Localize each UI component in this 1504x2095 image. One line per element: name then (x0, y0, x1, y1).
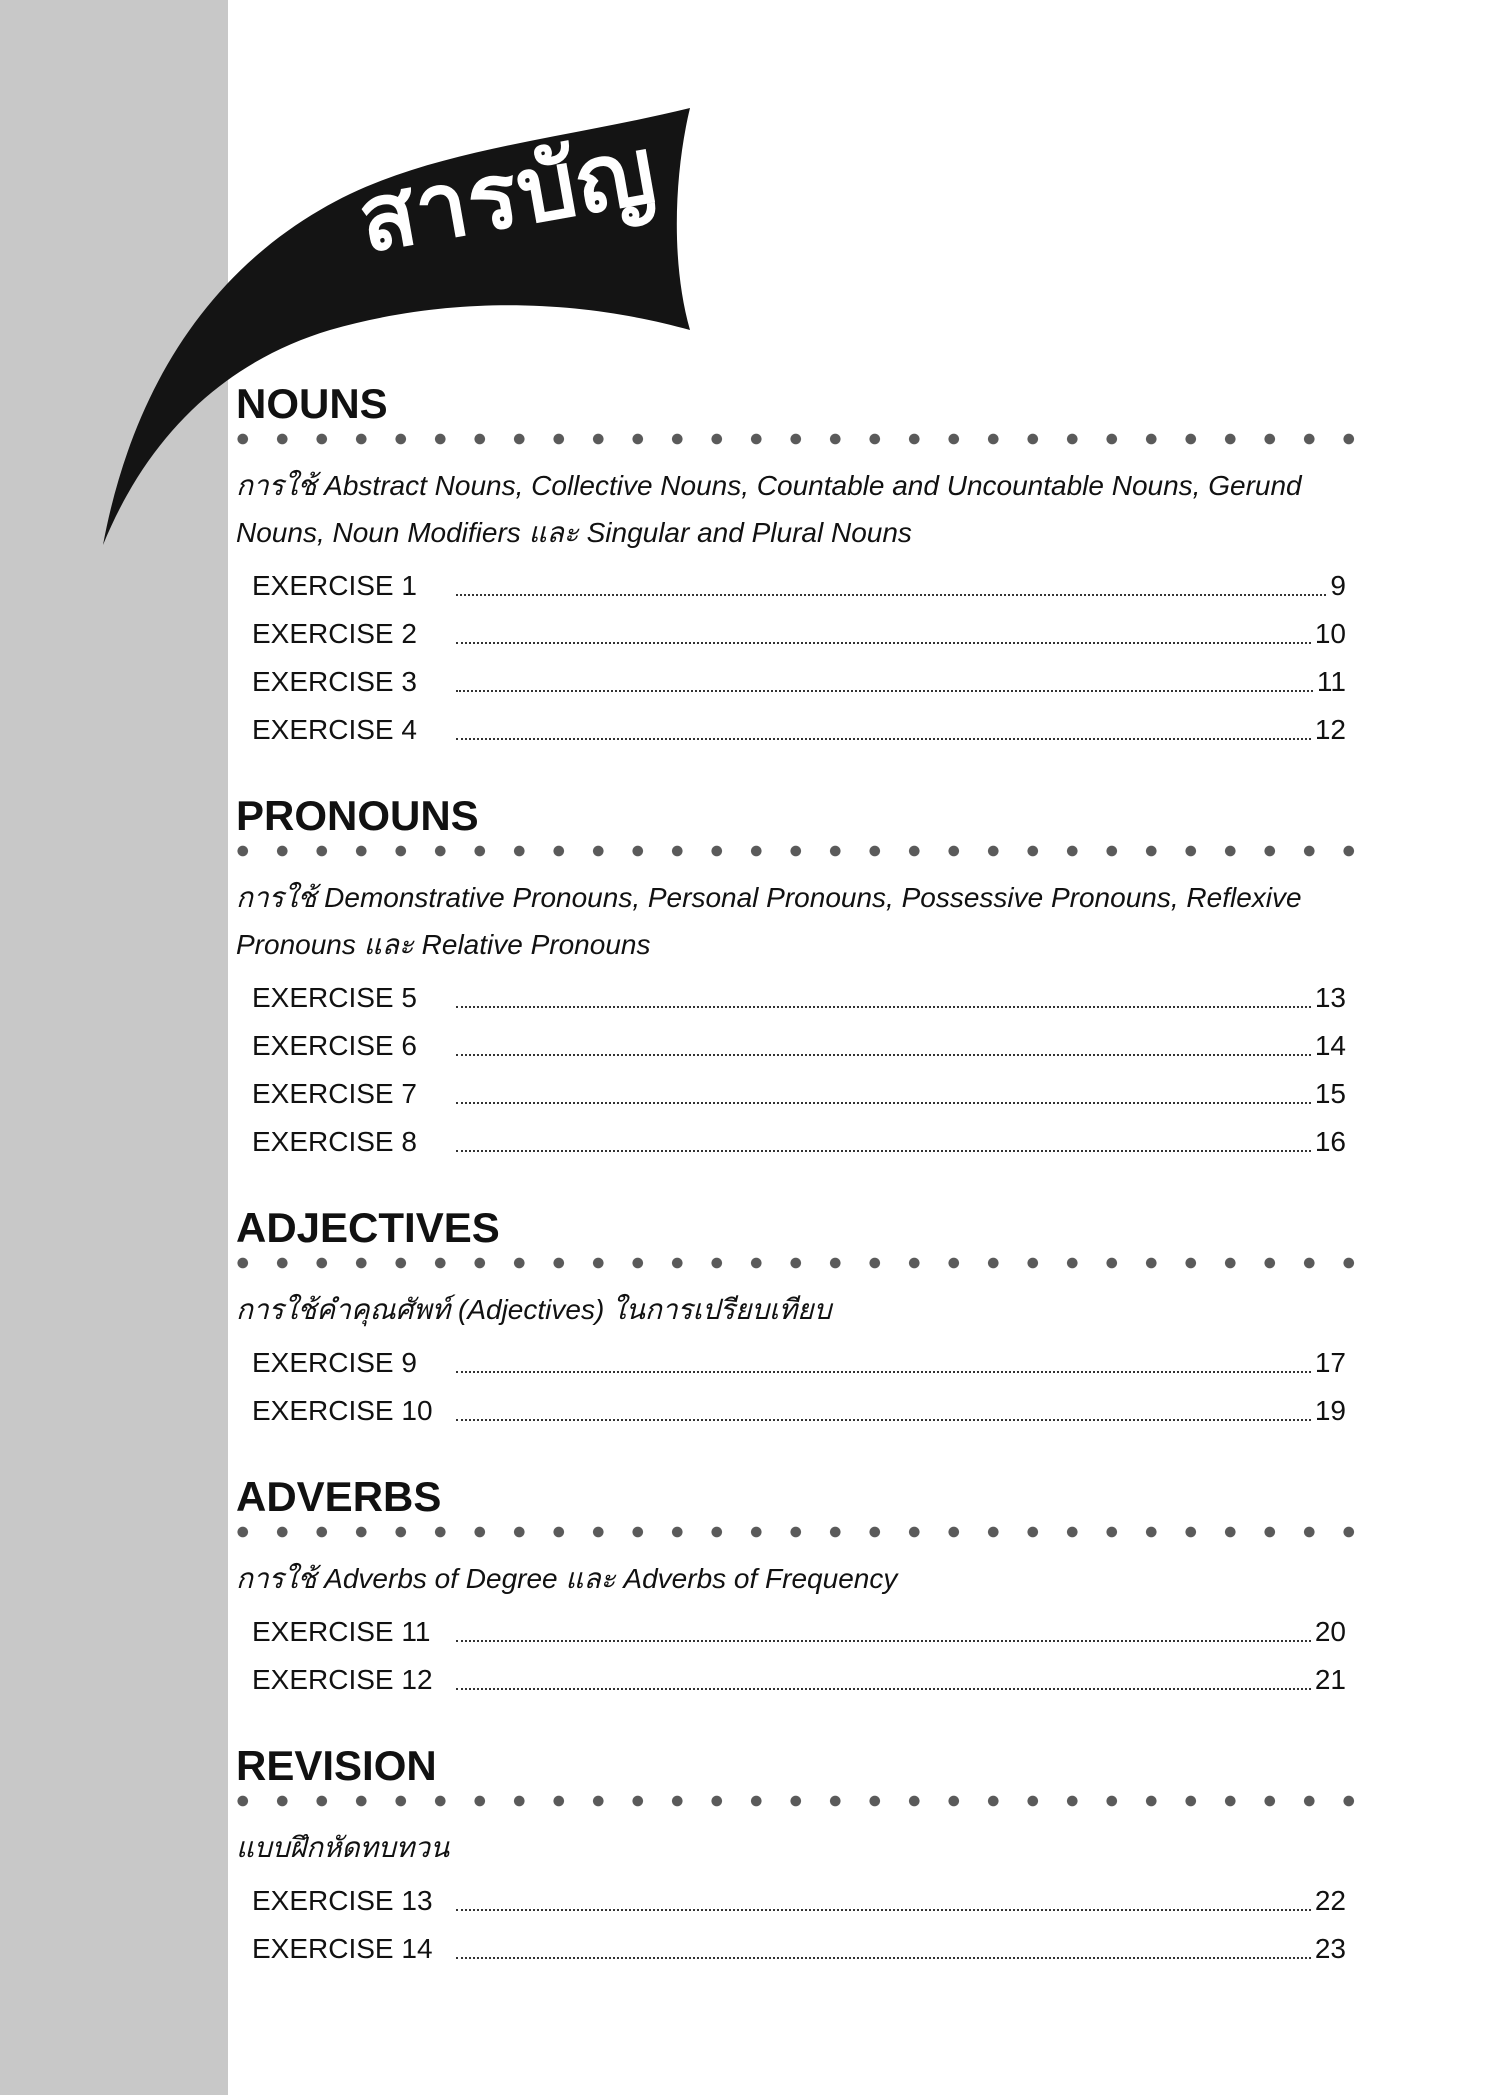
table-of-contents (236, 380, 1356, 1973)
dot-leader (456, 1908, 1311, 1911)
toc-entry-page: 10 (1314, 618, 1346, 649)
toc-entry-page: 14 (1314, 1030, 1346, 1061)
section-title: ADJECTIVES (236, 1204, 500, 1251)
toc-entry[interactable] (236, 1877, 1346, 1925)
dotted-divider (236, 1256, 1364, 1270)
section-description: การใช้ Abstract Nouns, Collective Nouns, Countable and Uncountable Nouns, Gerund Nouns, Noun Modifiers และ Singular and Plural Nouns (236, 470, 1302, 548)
toc-entry-page: 21 (1314, 1664, 1346, 1695)
dot-leader (456, 1053, 1311, 1056)
section-title: NOUNS (236, 380, 388, 427)
toc-entry[interactable] (236, 1387, 1346, 1435)
toc-entry[interactable] (236, 1070, 1346, 1118)
toc-entry-label: EXERCISE 8 (252, 1126, 417, 1157)
toc-entry-label: EXERCISE 10 (252, 1395, 433, 1426)
dot-leader (456, 1149, 1311, 1152)
toc-entry-label: EXERCISE 3 (252, 666, 417, 697)
toc-entry[interactable] (236, 610, 1346, 658)
toc-entry-page: 20 (1314, 1616, 1346, 1647)
dot-leader (456, 641, 1311, 644)
toc-entry-label: EXERCISE 2 (252, 618, 417, 649)
section-description: แบบฝึกหัดทบทวน (236, 1832, 450, 1863)
toc-entry-label: EXERCISE 12 (252, 1664, 433, 1695)
toc-entry[interactable] (236, 1608, 1346, 1656)
toc-entry-label: EXERCISE 6 (252, 1030, 417, 1061)
dot-leader (456, 593, 1326, 596)
dot-leader (456, 1005, 1311, 1008)
toc-entry-page: 16 (1314, 1126, 1346, 1157)
dot-leader (456, 1639, 1311, 1642)
dot-leader (456, 737, 1311, 740)
dot-leader (456, 1418, 1311, 1421)
toc-entry-page: 12 (1314, 714, 1346, 745)
toc-entry-page: 11 (1316, 666, 1346, 697)
toc-entry[interactable] (236, 1925, 1346, 1973)
toc-entry[interactable] (236, 1656, 1346, 1704)
toc-section-pronouns (236, 792, 1356, 1166)
section-title: PRONOUNS (236, 792, 479, 839)
dotted-divider (236, 844, 1364, 858)
toc-entry[interactable] (236, 562, 1346, 610)
toc-section-nouns (236, 380, 1356, 754)
dot-leader (456, 1687, 1311, 1690)
toc-entry[interactable] (236, 706, 1346, 754)
toc-entry-page: 17 (1314, 1347, 1346, 1378)
toc-entry-page: 13 (1314, 982, 1346, 1013)
toc-entry-label: EXERCISE 13 (252, 1885, 433, 1916)
dot-leader (456, 1101, 1311, 1104)
section-description: การใช้ Demonstrative Pronouns, Personal Pronouns, Possessive Pronouns, Reflexive Pronouns และ Relative Pronouns (236, 882, 1302, 960)
section-description: การใช้ Adverbs of Degree และ Adverbs of Frequency (236, 1563, 898, 1594)
toc-entry[interactable] (236, 1118, 1346, 1166)
toc-section-adjectives (236, 1204, 1356, 1435)
toc-entry-label: EXERCISE 9 (252, 1347, 417, 1378)
toc-entry-page: 19 (1314, 1395, 1346, 1426)
toc-entry[interactable] (236, 1339, 1346, 1387)
toc-entry-label: EXERCISE 4 (252, 714, 417, 745)
page-title: สารบัญ (350, 116, 664, 274)
dot-leader (456, 689, 1313, 692)
section-title: ADVERBS (236, 1473, 442, 1520)
dotted-divider (236, 1525, 1364, 1539)
dot-leader (456, 1956, 1311, 1959)
toc-entry-page: 22 (1314, 1885, 1346, 1916)
toc-entry[interactable] (236, 658, 1346, 706)
toc-section-adverbs (236, 1473, 1356, 1704)
section-description: การใช้คำคุณศัพท์ (Adjectives) ในการเปรียบเทียบ (236, 1294, 832, 1325)
toc-entry-page: 23 (1314, 1933, 1346, 1964)
toc-entry-page: 9 (1330, 570, 1346, 601)
dot-leader (456, 1370, 1311, 1373)
dotted-divider (236, 432, 1364, 446)
dotted-divider (236, 1794, 1364, 1808)
section-title: REVISION (236, 1742, 437, 1789)
toc-entry-label: EXERCISE 5 (252, 982, 417, 1013)
toc-section-revision (236, 1742, 1356, 1973)
toc-entry[interactable] (236, 974, 1346, 1022)
toc-entry[interactable] (236, 1022, 1346, 1070)
toc-entry-label: EXERCISE 7 (252, 1078, 417, 1109)
toc-entry-label: EXERCISE 14 (252, 1933, 433, 1964)
toc-entry-page: 15 (1314, 1078, 1346, 1109)
toc-entry-label: EXERCISE 11 (252, 1616, 431, 1647)
toc-entry-label: EXERCISE 1 (252, 570, 417, 601)
